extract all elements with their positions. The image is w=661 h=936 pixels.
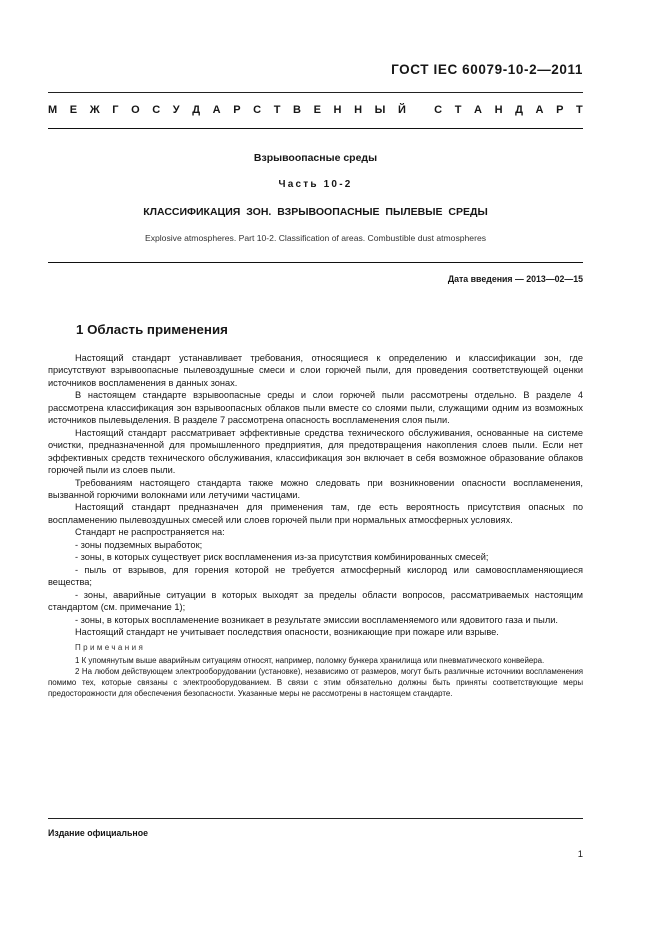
list-item: - зоны подземных выработок; — [75, 539, 203, 550]
heading-letter: С — [434, 104, 443, 116]
header-divider — [48, 128, 583, 129]
heading-letter: Р — [556, 104, 564, 116]
heading-letter: Е — [69, 104, 78, 116]
heading-letter: Т — [454, 104, 462, 116]
heading-letter: Г — [112, 104, 119, 116]
page-number: 1 — [577, 849, 583, 860]
heading-letter: У — [172, 104, 180, 116]
heading-letter: С — [152, 104, 161, 116]
title-main: КЛАССИФИКАЦИЯ ЗОН. ВЗРЫВООПАСНЫЕ ПЫЛЕВЫЕ СРЕДЫ — [143, 206, 488, 218]
notes-heading: Примечания — [75, 643, 146, 653]
section-body — [48, 352, 583, 699]
paragraph: В настоящем стандарте взрывоопасные среды и слои горючей пыли рассмотрены отдельно. В разделе 4 рассмотрена классификация зон взрывоопасных облаков пыли вместе со слоями пыли, служащими одним из возможных источников пылевыделения. В разделе 7 рассмотрена опасность воспламенения слоя пыли. — [48, 390, 583, 426]
heading-letter: А — [474, 104, 482, 116]
list-item: - пыль от взрывов, для горения которой не требуется атмосферный кислород или самовоспламеняющиеся вещества; — [48, 564, 583, 588]
introduction-date: Дата введения — 2013—02—15 — [447, 274, 583, 284]
title-line-1: Взрывоопасные среды — [253, 152, 378, 164]
title-part: Часть 10-2 — [278, 179, 353, 190]
standard-code: ГОСТ IEC 60079-10-2—2011 — [391, 62, 583, 77]
paragraph: Настоящий стандарт предназначен для применения там, где есть вероятность присутствия опасных по воспламенению пылевоздушных смесей или слоев горючей пыли при нормальных атмосферных условиях. — [48, 502, 583, 525]
paragraph: Настоящий стандарт рассматривает эффективные средства технического обслуживания, основанные на системе очистки, предназначенной для промышленного предприятия, для предотвращения накопления слоев пыли. Если нет эффективных средств технического обслуживания, классификация зон включает в себя возможное образование облаков горючей пыли из слоев пыли. — [48, 427, 583, 476]
title-english: Explosive atmospheres. Part 10-2. Classification of areas. Combustible dust atmospheres — [144, 233, 487, 243]
list-item: - зоны, в которых воспламенение возникает в результате эмиссии воспламеняемого или ядовитого газа и пыли. — [75, 614, 558, 625]
note-item: 2 На любом действующем электрооборудовании (установке), независимо от размеров, могут быть различные источники воспламенения помимо тех, которые связаны с электрооборудованием. В связи с этим обязательно должны быть приняты соответствующие меры предосторожности для обеспечения безопасности. Указанные меры не рассмотрены в настоящем стандарте. — [48, 666, 583, 699]
heading-letter: В — [293, 104, 301, 116]
heading-letter: Ы — [374, 104, 386, 116]
footer-divider — [48, 818, 583, 819]
heading-letter: Д — [515, 104, 523, 116]
note-item: 1 К упомянутым выше аварийным ситуациям относят, например, поломку бункера хранилища или пневматического конвейера. — [75, 655, 545, 665]
heading-letter: М — [48, 104, 58, 116]
title-divider — [48, 262, 583, 263]
section-heading: 1 Область применения — [76, 322, 228, 337]
heading-letter: С — [253, 104, 262, 116]
heading-letter: Е — [313, 104, 321, 116]
heading-letter: Д — [192, 104, 201, 116]
heading-letter: Н — [494, 104, 503, 116]
heading-letter: Й — [397, 104, 406, 116]
heading-letter: Т — [273, 104, 281, 116]
paragraph: Требованиям настоящего стандарта также можно следовать при возникновении опасности воспламенения, вызванной горючими волокнами или летучими частицами. — [48, 477, 583, 500]
heading-letter: А — [212, 104, 221, 116]
heading-gap — [418, 104, 421, 116]
heading-letter: А — [535, 104, 544, 116]
heading-letter: Н — [354, 104, 363, 116]
paragraph: Стандарт не распространяется на: — [75, 527, 225, 538]
heading-letter: Т — [576, 104, 583, 116]
interstate-standard-label — [48, 104, 583, 116]
heading-letter: Р — [233, 104, 241, 116]
list-item: - зоны, аварийные ситуации в которых выходят за пределы области вопросов, рассматриваемых настоящим стандартом (см. примечание 1); — [48, 589, 583, 613]
paragraph: Настоящий стандарт устанавливает требования, относящиеся к определению и классификации зон, где присутствуют взрывоопасные пылевоздушные смеси и слои горючей пыли, для проведения соответствующей оценки источников воспламенения в данных зонах. — [48, 353, 583, 388]
heading-letter: Н — [333, 104, 342, 116]
list-item: - зоны, в которых существует риск воспламенения из-за присутствия комбинированных смесей; — [75, 552, 489, 563]
heading-letter: Ж — [89, 104, 100, 116]
official-edition-label: Издание официальное — [48, 828, 148, 838]
heading-letter: О — [131, 104, 140, 116]
top-divider — [48, 92, 583, 93]
paragraph: Настоящий стандарт не учитывает последствия опасности, возникающие при пожаре или взрыве. — [75, 626, 499, 637]
